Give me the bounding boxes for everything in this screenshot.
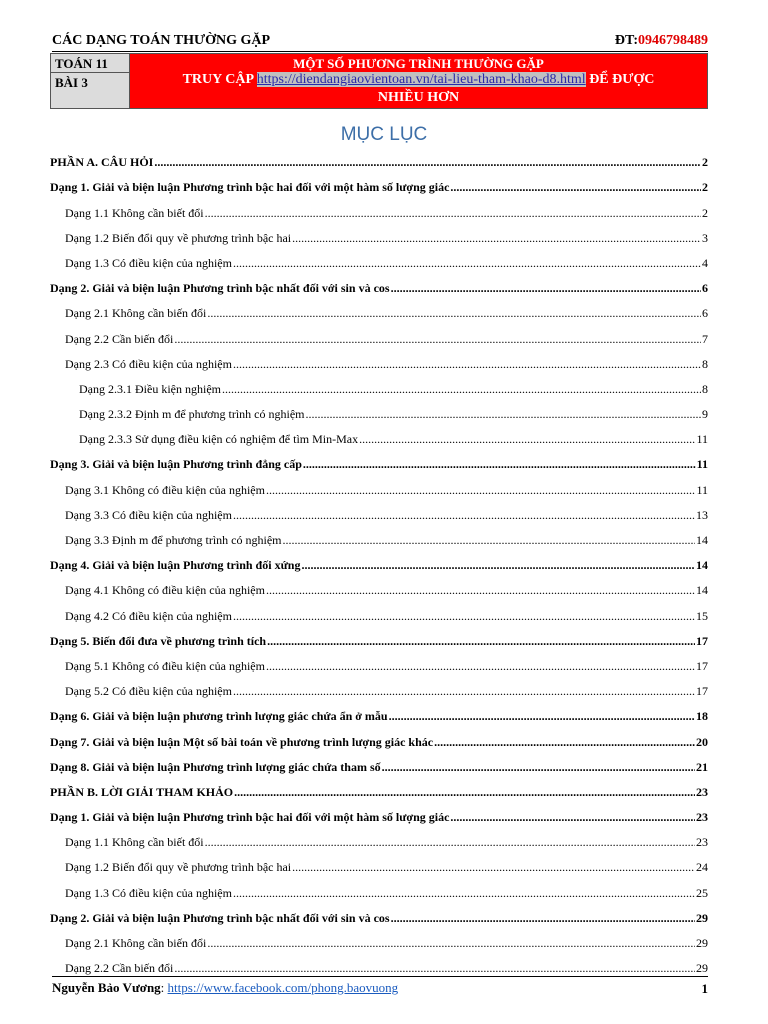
toc-entry-text: Dạng 7. Giải và biện luận Một số bài toán về phương trình lượng giác khác (50, 734, 434, 749)
toc-dot-leader (234, 785, 695, 800)
header-phone (615, 33, 708, 49)
lesson-cell: BÀI 3 (51, 73, 129, 108)
page-header (52, 31, 708, 52)
toc-dot-leader (233, 508, 695, 523)
toc-dot-leader (450, 180, 701, 195)
toc-entry-text: Dạng 5.1 Không có điều kiện của nghiệm (65, 658, 265, 673)
toc-entry[interactable] (50, 145, 708, 170)
toc-entry-text: Dạng 1.1 Không cần biết đổi (65, 835, 204, 850)
toc-dot-leader (233, 886, 695, 901)
toc-entry-page: 20 (696, 734, 708, 749)
toc-dot-leader (207, 306, 701, 321)
toc-dot-leader (266, 583, 695, 598)
toc-entry-page: 11 (696, 482, 708, 497)
toc-entry[interactable] (50, 422, 708, 447)
toc-entry-text: Dạng 1. Giải và biện luận Phương trình bậc hai đối với một hàm số lượng giác (50, 180, 450, 195)
toc-entry[interactable] (50, 573, 708, 598)
toc-dot-leader (306, 407, 702, 422)
toc-entry-text: Dạng 2. Giải và biện luận Phương trình bậc nhất đối với sin và cos (50, 281, 390, 296)
banner-red-box (129, 54, 707, 108)
resource-link[interactable]: https://diendangiaovientoan.vn/tai-lieu-tham-khao-d8.html (256, 72, 586, 87)
toc-entry-page: 17 (696, 684, 708, 699)
toc-dot-leader (391, 911, 695, 926)
toc-entry-text: PHẦN A. CÂU HỎI (50, 155, 154, 170)
toc-entry-text: Dạng 2.1 Không cần biến đổi (65, 306, 207, 321)
toc-dot-leader (233, 357, 701, 372)
toc-entry-text: Dạng 5. Biến đổi đưa về phương trình tích (50, 633, 267, 648)
toc-entry-text: Dạng 2.2 Cần biến đổi (65, 961, 174, 976)
toc-dot-leader (233, 609, 695, 624)
toc-entry-page: 8 (702, 356, 708, 371)
toc-entry-text: Dạng 2.3 Có điều kiện của nghiệm (65, 356, 232, 371)
access-prefix: TRUY CẬP (182, 72, 254, 87)
toc-entry[interactable] (50, 321, 708, 346)
toc-entry-text: Dạng 2. Giải và biện luận Phương trình bậc nhất đối với sin và cos (50, 910, 390, 925)
toc-entry[interactable] (50, 775, 708, 800)
toc-entry[interactable] (50, 724, 708, 749)
toc-entry-page: 29 (696, 936, 708, 950)
banner-access-line (130, 71, 707, 89)
toc-entry-text: Dạng 2.3.1 Điều kiện nghiệm (79, 381, 221, 396)
toc-dot-leader (266, 659, 695, 674)
toc-dot-leader (154, 155, 701, 170)
toc-entry-page: 29 (696, 910, 708, 925)
toc-entry-page: 9 (702, 407, 708, 422)
toc-entry[interactable] (50, 875, 708, 900)
toc-entry-text: Dạng 4.2 Có điều kiện của nghiệm (65, 608, 232, 623)
toc-entry-page: 8 (702, 381, 708, 396)
header-title: CÁC DẠNG TOÁN THƯỜNG GẶP (52, 33, 271, 48)
page-number: 1 (701, 981, 708, 996)
toc-entry-text: Dạng 1.3 Có điều kiện của nghiệm (65, 255, 232, 270)
toc-entry-text: Dạng 1.1 Không cần biết đổi (65, 205, 204, 220)
toc-entry[interactable] (50, 472, 708, 497)
toc-entry-page: 2 (702, 155, 708, 170)
toc-entry-text: Dạng 1.2 Biến đổi quy về phương trình bậc hai (65, 230, 292, 245)
toc-entry-page: 18 (696, 709, 708, 724)
toc-dot-leader (174, 332, 701, 347)
toc-entry-page: 23 (696, 784, 708, 799)
toc-entry-page: 3 (702, 230, 708, 245)
banner-access-line3: NHIỀU HƠN (377, 90, 460, 105)
toc-entry-page: 23 (696, 835, 708, 850)
toc-entry[interactable] (50, 901, 708, 926)
toc-entry-page: 14 (696, 558, 708, 573)
phone-label: ĐT: (614, 33, 638, 48)
toc-entry-page: 17 (696, 658, 708, 673)
toc-heading: MỤC LỤC (340, 124, 428, 145)
toc-entry[interactable] (50, 372, 708, 397)
banner-title: MỘT SỐ PHƯƠNG TRÌNH THƯỜNG GẶP (293, 56, 544, 71)
toc-dot-leader (382, 760, 695, 775)
toc-entry-page: 14 (696, 583, 708, 598)
toc-dot-leader (434, 735, 695, 750)
toc-entry-text: Dạng 4.1 Không có điều kiện của nghiệm (65, 583, 265, 598)
toc-entry-page: 25 (696, 885, 708, 900)
toc-dot-leader (359, 432, 695, 447)
toc-entry[interactable] (50, 195, 708, 220)
toc-entry-page: 6 (702, 281, 708, 296)
toc-entry-page: 11 (696, 457, 708, 472)
toc-dot-leader (266, 483, 695, 498)
toc-entry-text: Dạng 6. Giải và biện luận phương trình lượng giác chứa ẩn ở mẫu (50, 709, 388, 724)
toc-dot-leader (292, 231, 701, 246)
toc-entry[interactable] (50, 498, 708, 523)
toc-entry-text: Dạng 3.1 Không có điều kiện của nghiệm (65, 482, 265, 497)
access-suffix: ĐỂ ĐƯỢC (589, 72, 655, 87)
table-of-contents (50, 145, 708, 976)
toc-entry-text: Dạng 2.2 Cần biến đổi (65, 331, 174, 346)
toc-entry-page: 24 (696, 860, 708, 875)
toc-entry[interactable] (50, 397, 708, 422)
toc-entry[interactable] (50, 447, 708, 472)
toc-entry-page: 17 (696, 633, 708, 648)
toc-entry-page: 4 (702, 255, 708, 270)
toc-entry[interactable] (50, 548, 708, 573)
toc-dot-leader (389, 709, 695, 724)
footer-link[interactable]: https://www.facebook.com/phong.baovuong (167, 980, 399, 995)
toc-entry-page: 7 (702, 331, 708, 346)
toc-entry-page: 11 (696, 432, 708, 447)
toc-entry[interactable] (50, 850, 708, 875)
toc-dot-leader (450, 810, 695, 825)
toc-entry[interactable] (50, 598, 708, 623)
toc-dot-leader (301, 558, 695, 573)
toc-entry-page: 21 (696, 759, 708, 774)
toc-entry[interactable] (50, 271, 708, 296)
toc-entry[interactable] (50, 170, 708, 195)
toc-dot-leader (174, 961, 695, 976)
toc-entry-page: 14 (696, 533, 708, 547)
toc-dot-leader (222, 382, 701, 397)
toc-entry[interactable] (50, 800, 708, 825)
phone-number: 0946798489 (638, 33, 708, 48)
toc-entry-page: 2 (702, 205, 708, 220)
toc-entry-page: 6 (702, 306, 708, 321)
toc-entry-text: Dạng 3.3 Có điều kiện của nghiệm (65, 507, 232, 522)
toc-entry-page: 15 (696, 608, 708, 623)
toc-entry-text: PHẦN B. LỜI GIẢI THAM KHẢO (50, 784, 234, 799)
toc-dot-leader (267, 634, 695, 649)
toc-entry[interactable] (50, 674, 708, 699)
toc-entry-text: Dạng 2.3.2 Định m để phương trình có nghiệm (79, 407, 305, 422)
toc-entry[interactable] (50, 649, 708, 674)
toc-dot-leader (283, 533, 696, 548)
toc-dot-leader (292, 860, 695, 875)
toc-dot-leader (233, 256, 701, 271)
toc-entry-text: Dạng 3. Giải và biện luận Phương trình đẳng cấp (50, 457, 302, 472)
toc-dot-leader (207, 936, 695, 951)
toc-entry-page: 13 (696, 507, 708, 522)
toc-entry[interactable] (50, 347, 708, 372)
toc-entry-text: Dạng 5.2 Có điều kiện của nghiệm (65, 684, 232, 699)
toc-entry[interactable] (50, 221, 708, 246)
toc-entry-text: Dạng 4. Giải và biện luận Phương trình đối xứng (50, 558, 301, 573)
toc-entry[interactable] (50, 296, 708, 321)
toc-entry[interactable] (50, 825, 708, 850)
toc-entry[interactable] (50, 624, 708, 649)
toc-entry[interactable] (50, 951, 708, 976)
toc-entry-text: Dạng 8. Giải và biện luận Phương trình lượng giác chứa tham số (50, 759, 381, 774)
toc-dot-leader (303, 457, 696, 472)
page-footer (52, 976, 708, 996)
toc-dot-leader (205, 206, 701, 221)
subject-cell: TOÁN 11 (51, 54, 129, 73)
toc-entry-page: 23 (696, 810, 708, 825)
toc-entry-text: Dạng 2.3.3 Sử dụng điều kiện có nghiệm để tìm Min-Max (79, 432, 359, 447)
toc-entry-text: Dạng 1.3 Có điều kiện của nghiệm (65, 885, 232, 900)
toc-entry[interactable] (50, 750, 708, 775)
toc-entry-text: Dạng 2.1 Không cần biến đổi (65, 936, 207, 950)
toc-entry-text: Dạng 1.2 Biến đổi quy về phương trình bậc hai (65, 860, 292, 875)
title-banner (50, 53, 708, 109)
toc-entry-text: Dạng 1. Giải và biện luận Phương trình bậc hai đối với một hàm số lượng giác (50, 810, 450, 825)
toc-entry-page: 29 (696, 961, 708, 976)
toc-entry-page: 2 (702, 180, 708, 195)
toc-entry[interactable] (50, 523, 708, 548)
toc-entry[interactable] (50, 246, 708, 271)
toc-dot-leader (233, 684, 695, 699)
toc-entry-text: Dạng 3.3 Định m để phương trình có nghiệm (65, 533, 282, 547)
toc-entry[interactable] (50, 926, 708, 951)
toc-entry[interactable] (50, 699, 708, 724)
footer-author: Nguyễn Bảo Vương (52, 980, 161, 995)
toc-dot-leader (391, 281, 701, 296)
footer-separator: : (160, 980, 168, 995)
toc-dot-leader (205, 835, 695, 850)
